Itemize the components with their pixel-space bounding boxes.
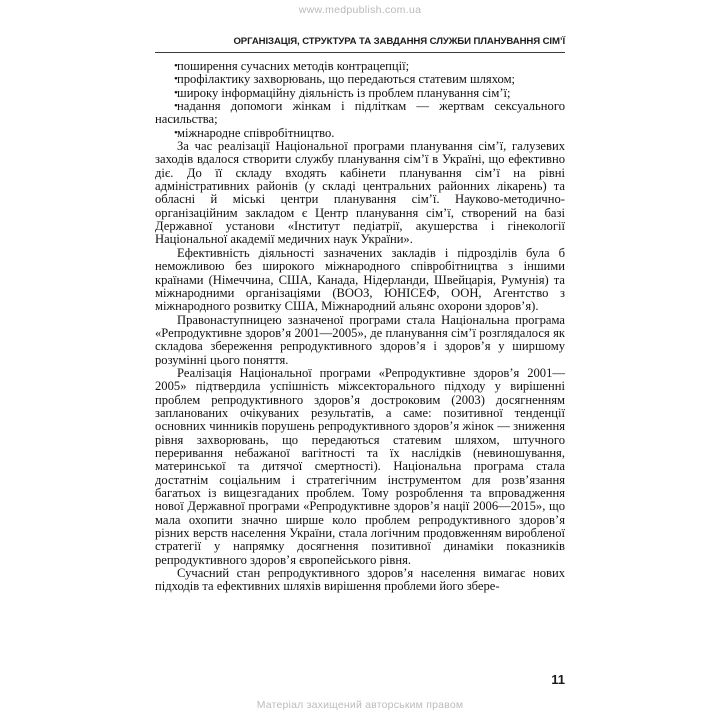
body-paragraph: Сучасний стан репродуктивного здоров’я населення вимагає нових підходів та ефективних шляхів вирішення проблеми його збере- bbox=[155, 566, 565, 594]
list-item: • надання допомоги жінкам і підліткам — жертвам сексуального насильства; bbox=[155, 100, 565, 127]
header-rule bbox=[155, 52, 565, 53]
top-watermark: www.medpublish.com.ua bbox=[298, 4, 422, 16]
text-column bbox=[155, 60, 565, 594]
body-paragraph: Ефективність діяльності зазначених закладів і підрозділів була б неможливою без широкого міжнародного співробітництва з іншими країнами (Німеччина, США, Канада, Нідерланди, Швейцарія, Румунія) та міжнародними організаціями (ВООЗ, ЮНІСЕФ, ООН, Агентство з міжнародного розвитку США, Міжнародний альянс охорони здоров’я). bbox=[155, 245, 565, 314]
running-head: ОРГАНІЗАЦІЯ, СТРУКТУРА ТА ЗАВДАННЯ СЛУЖБИ ПЛАНУВАННЯ СІМ’Ї bbox=[233, 36, 565, 47]
page-number: 11 bbox=[551, 672, 565, 687]
list-item: • міжнародне співробітництво. bbox=[155, 127, 565, 140]
body-paragraph: Правонаступницею зазначеної програми стала Національна програма «Репродуктивне здоров’я 2001—2005», де планування сім’ї розглядалося як складова збереження репродуктивного здоров’я і здоров’я у ширшому розумінні цього поняття. bbox=[155, 312, 565, 367]
list-item: • профілактику захворювань, що передаються статевим шляхом; bbox=[155, 73, 565, 86]
body-paragraph: Реалізація Національної програми «Репродуктивне здоров’я 2001—2005» підтвердила успішність міжсекторального підходу у вирішенні проблем репродуктивного здоров’я достроковим (2003) досягненням запланованих очікуваних результатів, а саме: позитивної тенденції основних чинників порушень репродуктивного здоров’я жінок — зниження рівня захворювань, що передаються статевим шляхом, штучного переривання небажаної вагітності та їх наслідків (невиношування, материнської та дитячої смертності). Національна програма стала достатнім соціальним і стратегічним інструментом для розв’язання багатьох із вищезгаданих проблем. Тому розроблення та впровадження нової Державної програми «Репродуктивне здоров’я нації 2006—2015», що мала охопити значно ширше коло проблем репродуктивного здоров’я різних верств населення України, стала логічним продовженням виробленої стратегії у напрямку досягнення позитивної динаміки показників репродуктивного здоров’я європейського рівня. bbox=[155, 365, 565, 567]
list-item: • поширення сучасних методів контрацепції; bbox=[155, 60, 565, 73]
body-paragraph: За час реалізації Національної програми планування сім’ї, галузевих заходів вдалося створити службу планування сім’ї в Україні, що ефективно діє. До її складу входять кабінети планування сім’ї на рівні адміністративних районів (у складі центральних районних лікарень) та обласні й міські центри планування сім’ї. Науково-методично-організаційним закладом є Центр планування сім’ї, створений на базі Державної установи «Інститут педіатрії, акушерства і гінекології Національної академії медичних наук України». bbox=[155, 139, 565, 247]
list-item: • широку інформаційну діяльність із проблем планування сім’ї; bbox=[155, 87, 565, 100]
bullet-list bbox=[155, 60, 565, 140]
copyright-watermark: Матеріал захищений авторським правом bbox=[256, 699, 464, 711]
